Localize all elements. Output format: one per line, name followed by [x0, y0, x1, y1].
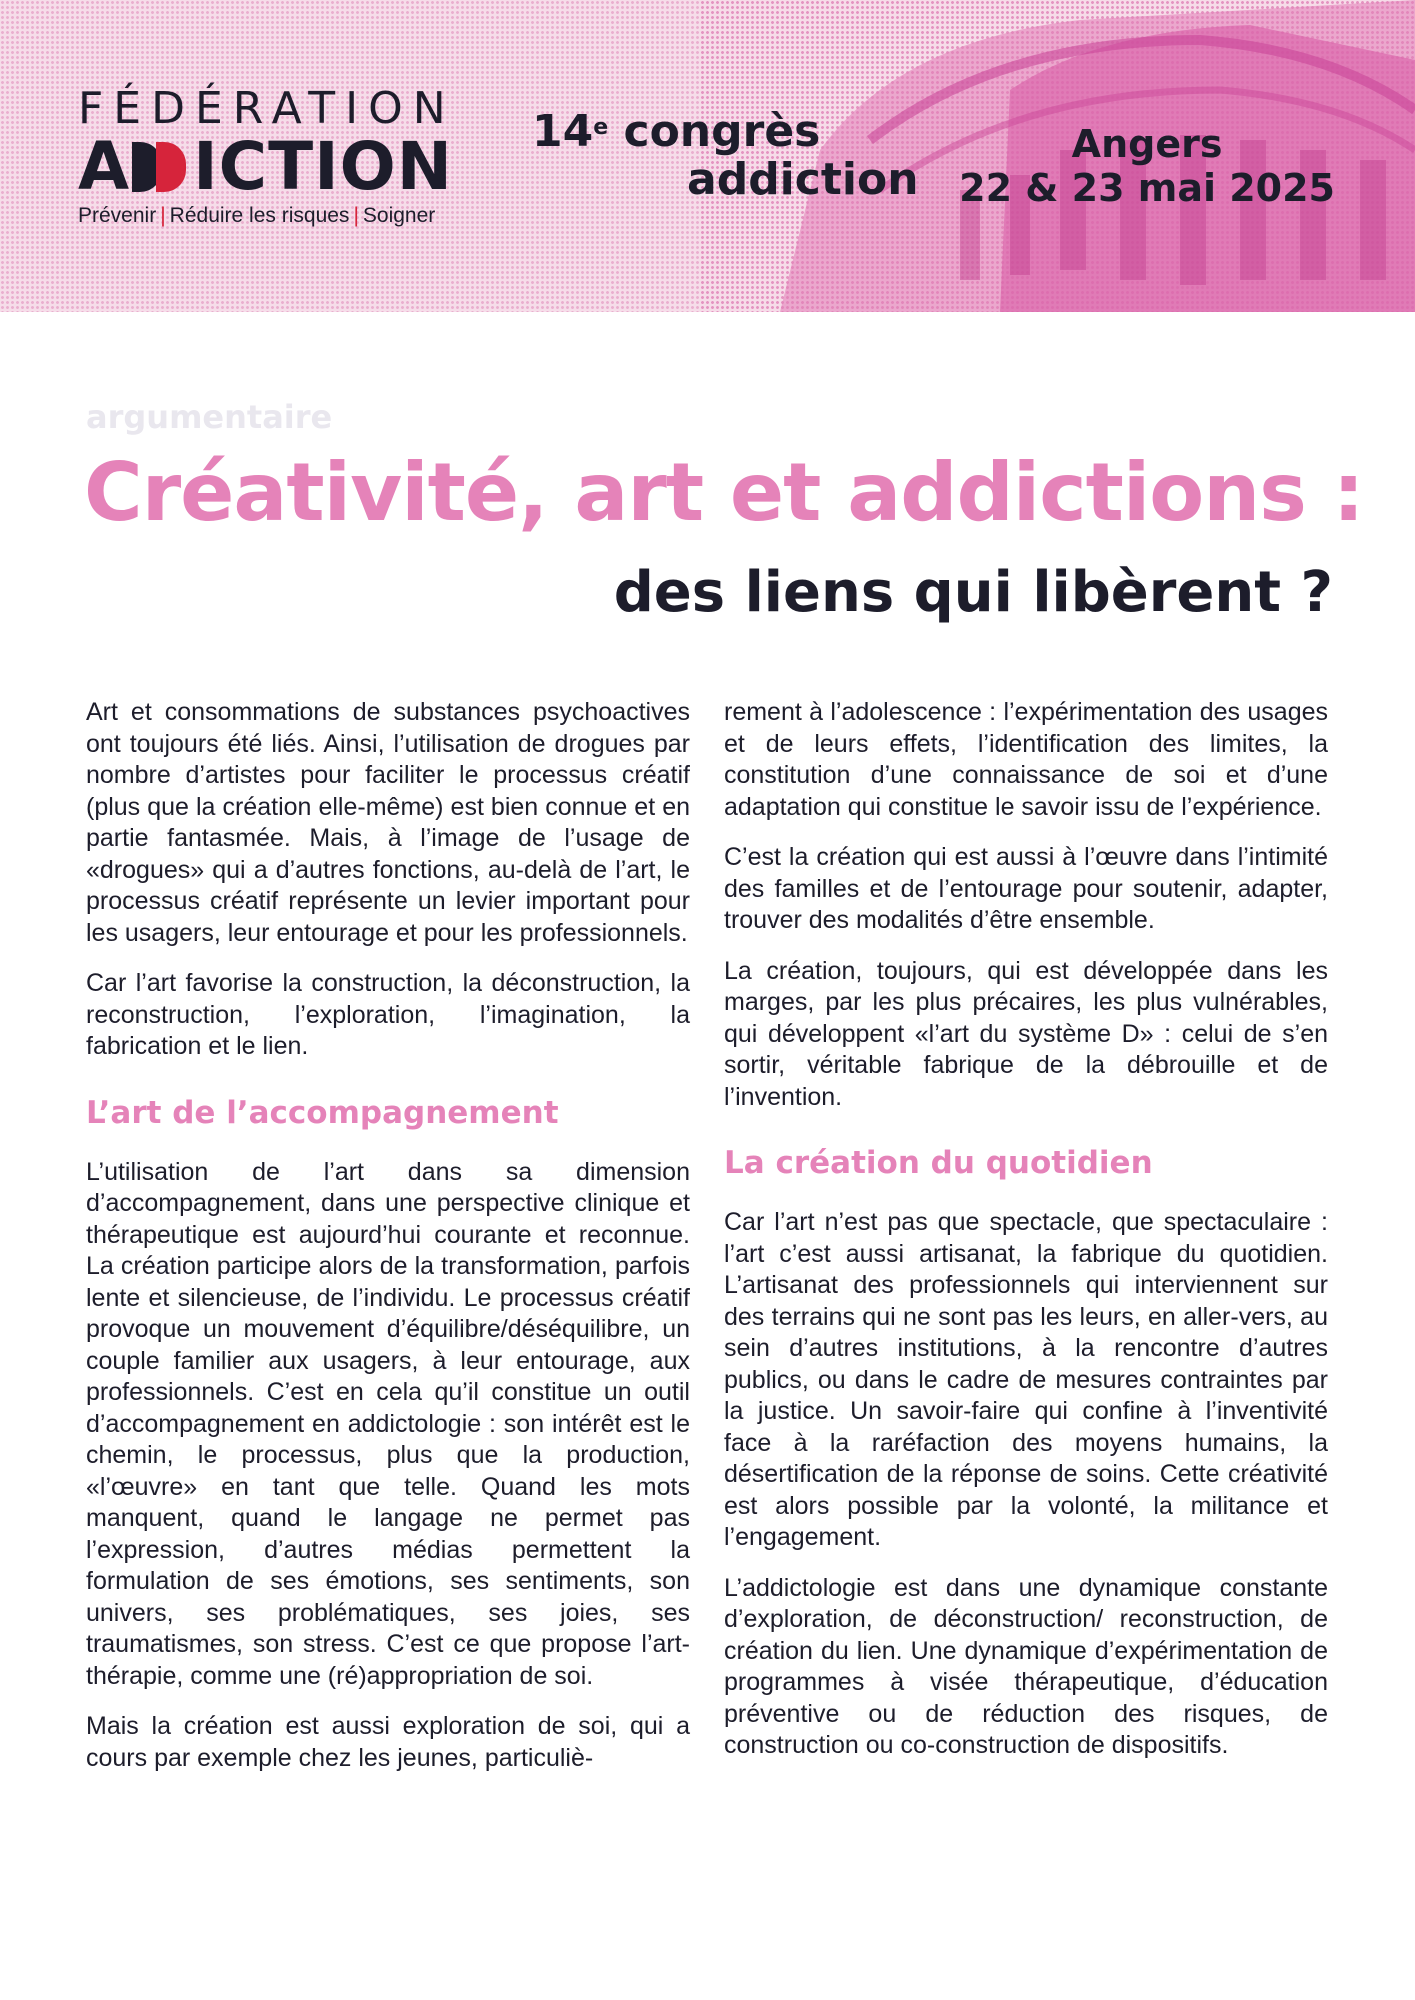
section-heading: La création du quotidien [724, 1145, 1153, 1181]
paragraph: Car l’art favorise la construction, la déconstruction, la reconstruction, l’exploration, l’imagination, la fabrication et le lien. [86, 969, 690, 1060]
logo-addiction-wordmark [78, 128, 458, 205]
page-subtitle: des liens qui libèrent ? [613, 560, 1333, 625]
header-banner [0, 0, 1415, 312]
tagline-reduire: Réduire les risques [169, 204, 350, 227]
tagline-prevenir: Prévenir [78, 204, 157, 227]
paragraph: Car l’art n’est pas que spectacle, que spectaculaire : l’art c’est aussi artisanat, la fabrique du quotidien. L’artisanat des professionnels qui interviennent sur des terrains qui ne sont pas les leurs, en aller-vers, au sein d’autres institutions, à la rencontre d’autres publics, ou dans le cadre de mesures contraintes par la justice. Un savoir-faire qui confine à l’inventivité face à la raréfaction des moyens humains, la désertification de la réponse de soins. Cette créativité est alors possible par la volonté, la militance et l’engagement. [724, 1208, 1328, 1551]
paragraph: L’addictologie est dans une dynamique constante d’exploration, de déconstruction/ reconstruction, de création du lien. Une dynamique d’expérimentation de programmes à visée thérapeutique, d’éducation préventive ou de réduction des risques, de construction ou co-construction de dispositifs. [724, 1573, 1328, 1759]
event-location-dates [959, 122, 1335, 210]
section-heading: L’art de l’accompagnement [86, 1094, 559, 1131]
congress-title [532, 108, 919, 204]
logo-tagline [78, 204, 458, 228]
paragraph: Art et consommations de substances psychoactives ont toujours été liés. Ainsi, l’utilisation de drogues par nombre d’artistes pour faciliter le processus créatif (plus que la création elle-même) est bien connue et en partie fantasmée. Mais, à l’image de l’usage de «drogues» qui a d’autres fonctions, au-delà de l’art, le processus créatif représente un levier important pour les usagers, leur entourage et pour les professionnels. [86, 698, 690, 947]
tagline-soigner: Soigner [362, 204, 436, 227]
tagline-separator: | [353, 204, 359, 227]
congress-word: congrès [623, 106, 821, 157]
section-kicker: argumentaire [86, 398, 333, 436]
paragraph: C’est la création qui est aussi à l’œuvre dans l’intimité des familles et de l’entourage pour soutenir, adapter, trouver des modalités d’être ensemble. [724, 843, 1328, 934]
paragraph: Mais la création est aussi exploration de soi, qui a cours par exemple chez les jeunes, particuliè- [86, 1712, 690, 1772]
left-column [86, 697, 690, 1793]
congress-superscript: e [593, 115, 609, 140]
logo-letter-a: A [78, 128, 131, 205]
tagline-separator: | [160, 204, 166, 227]
logo-letters-iction: ICTION [193, 128, 454, 205]
logo-federation-text: FÉDÉRATION [78, 83, 456, 134]
right-column [724, 697, 1328, 1781]
federation-addiction-logo[interactable] [78, 83, 458, 228]
page-title: Créativité, art et addictions : [84, 446, 1364, 539]
event-dates: 22 & 23 mai 2025 [959, 166, 1335, 210]
logo-dd-icon [132, 142, 190, 192]
congress-addiction: addiction [687, 154, 919, 205]
congress-number: 14 [532, 106, 594, 157]
event-city: Angers [1071, 122, 1223, 166]
paragraph: La création, toujours, qui est développée dans les marges, par les plus précaires, les plus vulnérables, qui développent «l’art du système D» : celui de s’en sortir, véritable fabrique de la débrouille et de l’invention. [724, 956, 1328, 1111]
paragraph: rement à l’adolescence : l’expérimentation des usages et de leurs effets, l’identification des limites, la constitution d’une connaissance de soi et d’une adaptation qui constitue le savoir issu de l’expérience. [724, 698, 1328, 821]
paragraph: L’utilisation de l’art dans sa dimension d’accompagnement, dans une perspective clinique et thérapeutique est aujourd’hui courante et reconnue. La création participe alors de la transformation, parfois lente et silencieuse, de l’individu. Le processus créatif provoque un mouvement d’équilibre/déséquilibre, un couple familier aux usagers, à leur entourage, aux professionnels. C’est en cela qu’il constitue un outil d’accompagnement en addictologie : son intérêt est le chemin, le processus, plus que la production, «l’œuvre» en tant que telle. Quand les mots manquent, quand le langage ne permet pas l’expression, d’autres médias permettent la formulation de ses émotions, ses sentiments, son univers, ses problématiques, ses joies, ses traumatismes, son stress. C’est ce que propose l’art-thérapie, comme une (ré)appropriation de soi. [86, 1157, 690, 1690]
